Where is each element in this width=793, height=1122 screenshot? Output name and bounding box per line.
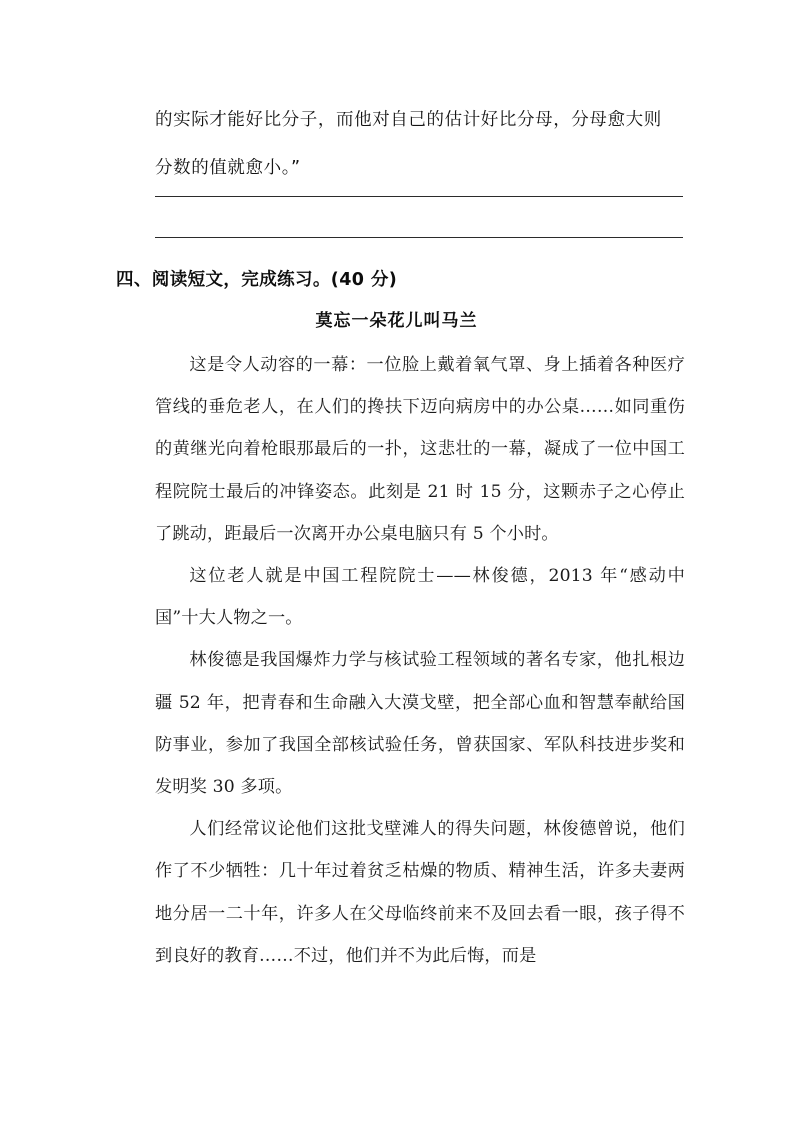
section-heading: 四、阅读短文，完成练习。(40 分) — [116, 270, 398, 290]
article-paragraph: 人们经常议论他们这批戈壁滩人的得失问题，林俊德曾说，他们作了不少牺牲：几十年过着贫乏枯燥的物质、精神生活，许多夫妻两地分居一二十年，许多人在父母临终前来不及回去看一眼，孩子得不到良好的教育……不过，他们并不为此后悔，而是 — [155, 819, 685, 966]
continuation-line-2: 分数的值就愈小。” — [155, 158, 301, 178]
article-body — [155, 344, 685, 977]
answer-rules-group — [155, 196, 683, 238]
continuation-text-block — [155, 96, 685, 192]
continuation-line-1: 的实际才能好比分子，而他对自己的估计好比分母，分母愈大则 — [155, 110, 662, 130]
article-title: 莫忘一朵花儿叫马兰 — [315, 311, 478, 331]
blank-answer-line[interactable] — [155, 237, 683, 238]
blank-answer-line[interactable] — [155, 196, 683, 197]
article-paragraph: 这位老人就是中国工程院院士——林俊德，2013 年“感动中国”十大人物之一。 — [155, 566, 685, 629]
article-paragraph: 林俊德是我国爆炸力学与核试验工程领域的著名专家，他扎根边疆 52 年，把青春和生命融入大漠戈壁，把全部心血和智慧奉献给国防事业，参加了我国全部核试验任务，曾获国家、军队科技进步奖和发明奖 30 多项。 — [155, 650, 685, 798]
article-paragraph: 这是令人动容的一幕：一位脸上戴着氧气罩、身上插着各种医疗管线的垂危老人，在人们的搀扶下迈向病房中的办公桌……如同重伤的黄继光向着枪眼那最后的一扑，这悲壮的一幕，凝成了一位中国工程院院士最后的冲锋姿态。此刻是 21 时 15 分，这颗赤子之心停止了跳动，距最后一次离开办公桌电脑只有 5 个小时。 — [155, 355, 685, 544]
